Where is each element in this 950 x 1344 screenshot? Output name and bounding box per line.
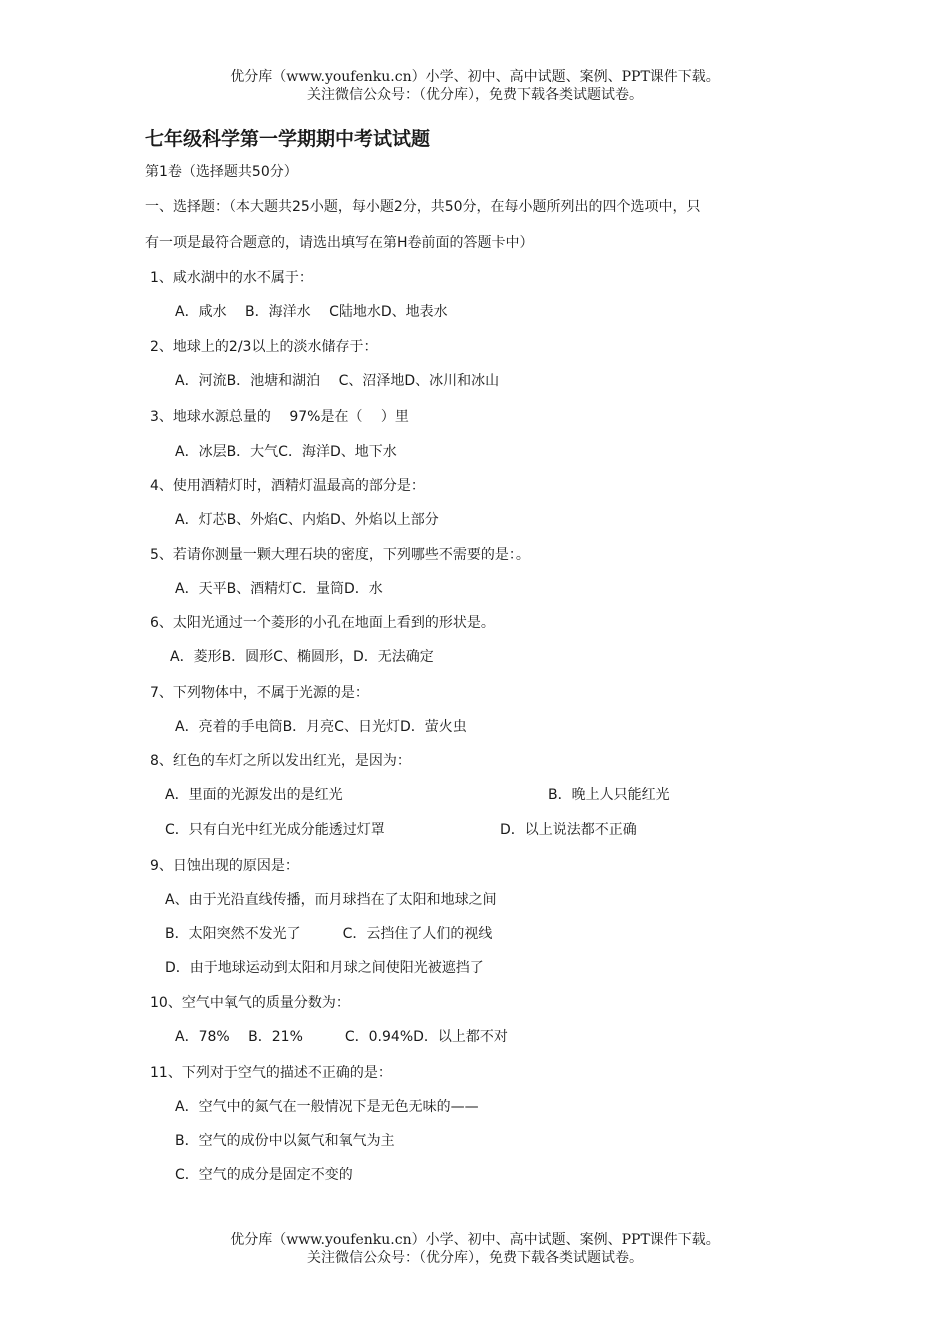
instructions-line-1: 一、选择题：（本大题共25小题，每小题2分，共50分，在每小题所列出的四个选项中，只 [145, 199, 701, 215]
question-5-options: A．天平B、酒精灯C．量筒D．水 [175, 581, 383, 597]
question-6-stem: 6、太阳光通过一个菱形的小孔在地面上看到的形状是。 [150, 615, 495, 631]
question-11-stem: 11、下列对于空气的描述不正确的是： [150, 1065, 392, 1081]
question-11-option-a: A．空气中的氮气在一般情况下是无色无味的—— [175, 1099, 479, 1115]
section-heading: 第1卷（选择题共50分） [145, 164, 298, 180]
question-2-stem: 2、地球上的2/3以上的淡水储存于： [150, 339, 378, 355]
question-4-stem: 4、使用酒精灯时，酒精灯温最高的部分是： [150, 478, 425, 494]
question-3-options: A．冰层B．大气C．海洋D、地下水 [175, 444, 397, 460]
question-8-stem: 8、红色的车灯之所以发出红光，是因为： [150, 753, 411, 769]
question-1-options: A．咸水 B．海洋水 C陆地水D、地表水 [175, 304, 448, 320]
question-2-options: A．河流B．池塘和湖泊 C、沼泽地D、冰川和冰山 [175, 373, 500, 389]
question-11-option-c: C．空气的成分是固定不变的 [175, 1167, 353, 1183]
question-4-options: A．灯芯B、外焰C、内焰D、外焰以上部分 [175, 512, 439, 528]
instructions-line-2: 有一项是最符合题意的，请选出填写在第H卷前面的答题卡中） [145, 235, 534, 251]
page-header [0, 68, 950, 104]
question-7-options: A．亮着的手电筒B．月亮C、日光灯D．萤火虫 [175, 719, 467, 735]
header-line-1: 优分库（www.youfenku.cn）小学、初中、高中试题、案例、PPT课件下载。 [230, 69, 720, 85]
header-line-2: 关注微信公众号：（优分库），免费下载各类试题试卷。 [307, 87, 643, 103]
question-8-option-b: B．晚上人只能红光 [548, 787, 670, 803]
question-7-stem: 7、下列物体中，不属于光源的是： [150, 685, 369, 701]
question-9-option-a: A、由于光沿直线传播，而月球挡在了太阳和地球之间 [165, 892, 497, 908]
footer-line-2: 关注微信公众号：（优分库），免费下载各类试题试卷。 [307, 1250, 643, 1266]
exam-title: 七年级科学第一学期期中考试试题 [145, 128, 431, 150]
question-8-option-c: C．只有白光中红光成分能透过灯罩 [165, 822, 385, 838]
question-8-option-d: D．以上说法都不正确 [500, 822, 637, 838]
question-11-option-b: B．空气的成份中以氮气和氧气为主 [175, 1133, 395, 1149]
question-1-stem: 1、咸水湖中的水不属于： [150, 270, 313, 286]
question-9-stem: 9、日蚀出现的原因是： [150, 858, 299, 874]
question-8-option-a: A．里面的光源发出的是红光 [165, 787, 343, 803]
question-9-option-d: D．由于地球运动到太阳和月球之间使阳光被遮挡了 [165, 960, 484, 976]
question-10-stem: 10、空气中氧气的质量分数为： [150, 995, 350, 1011]
page-footer [0, 1231, 950, 1267]
question-9-options-bc: B．太阳突然不发光了 C．云挡住了人们的视线 [165, 926, 493, 942]
question-5-stem: 5、若请你测量一颗大理石块的密度，下列哪些不需要的是：。 [150, 547, 530, 563]
question-3-stem: 3、地球水源总量的 97%是在（ ）里 [150, 409, 409, 425]
question-10-options: A．78% B．21% C．0.94%D．以上都不对 [175, 1029, 508, 1045]
question-6-options: A．菱形B．圆形C、椭圆形，D．无法确定 [170, 649, 434, 665]
footer-line-1: 优分库（www.youfenku.cn）小学、初中、高中试题、案例、PPT课件下载。 [230, 1232, 720, 1248]
